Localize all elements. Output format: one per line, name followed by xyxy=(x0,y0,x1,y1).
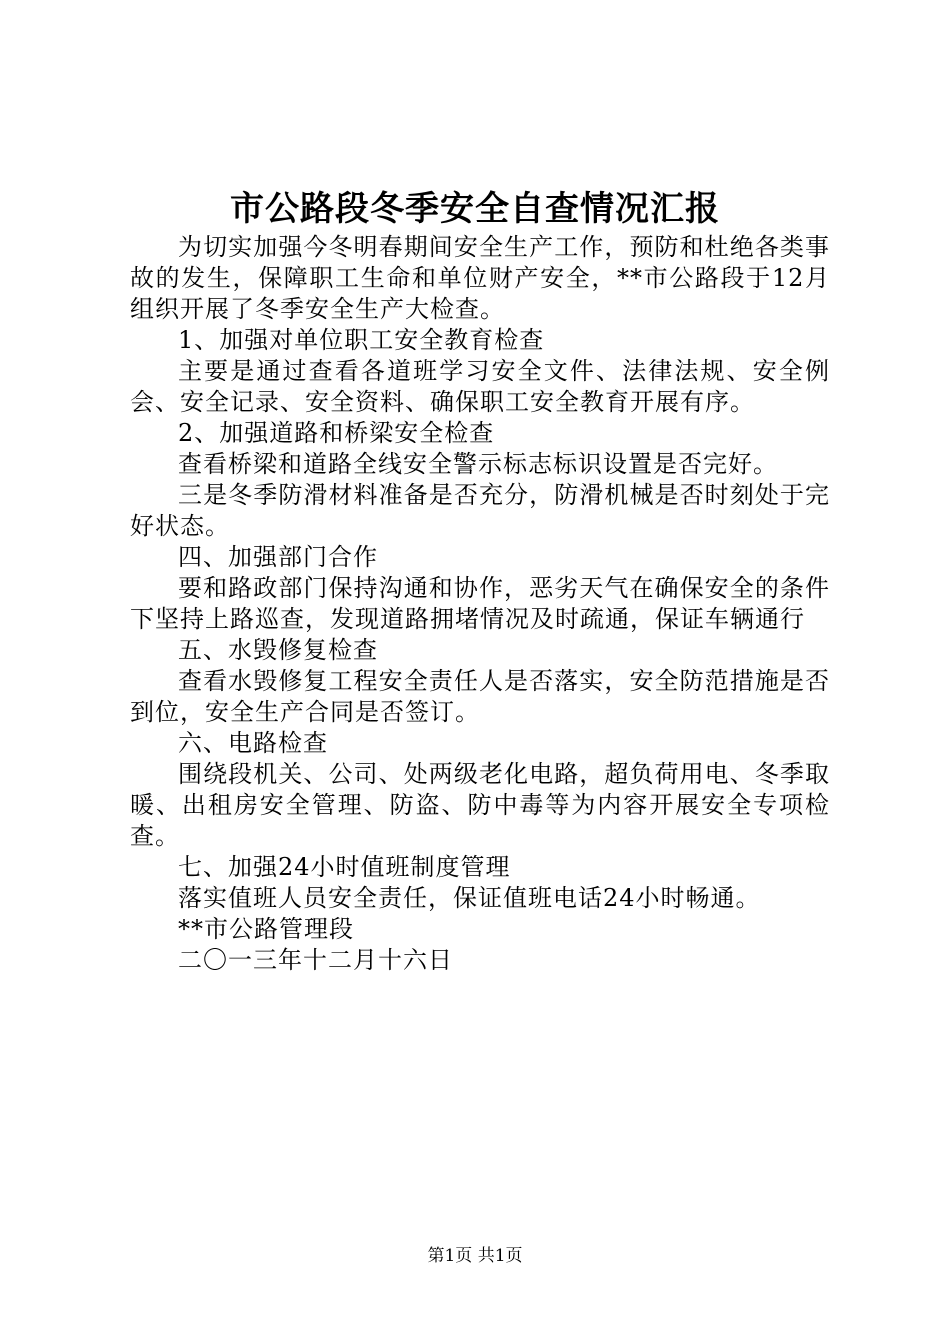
intro-paragraph: 为切实加强今冬明春期间安全生产工作，预防和杜绝各类事故的发生，保障职工生命和单位财产安全，**市公路段于12月组织开展了冬季安全生产大检查。 xyxy=(130,233,830,323)
section-heading-5: 五、水毁修复检查 xyxy=(178,636,378,664)
section-body-2b: 三是冬季防滑材料准备是否充分，防滑机械是否时刻处于完好状态。 xyxy=(130,481,830,540)
section-heading-2: 2、加强道路和桥梁安全检查 xyxy=(178,419,495,447)
page-footer: 第1页 共1页 xyxy=(427,1246,523,1266)
section-heading-7: 七、加强24小时值班制度管理 xyxy=(178,853,511,881)
section-body-2a: 查看桥梁和道路全线安全警示标志标识设置是否完好。 xyxy=(178,450,778,478)
section-body-6: 围绕段机关、公司、处两级老化电路，超负荷用电、冬季取暖、出租房安全管理、防盗、防中毒等为内容开展安全专项检查。 xyxy=(130,760,830,850)
section-body-4: 要和路政部门保持沟通和协作，恶劣天气在确保安全的条件下坚持上路巡查，发现道路拥堵情况及时疏通，保证车辆通行 xyxy=(130,574,830,633)
document-body xyxy=(130,232,830,976)
section-heading-6: 六、电路检查 xyxy=(178,729,328,757)
section-heading-4: 四、加强部门合作 xyxy=(178,543,378,571)
signature-date: 二〇一三年十二月十六日 xyxy=(178,946,453,974)
signature-organization: **市公路管理段 xyxy=(178,915,354,943)
document-title: 市公路段冬季安全自查情况汇报 xyxy=(230,189,720,229)
section-heading-1: 1、加强对单位职工安全教育检查 xyxy=(178,326,545,354)
section-body-5: 查看水毁修复工程安全责任人是否落实，安全防范措施是否到位，安全生产合同是否签订。 xyxy=(130,667,830,726)
section-body-7: 落实值班人员安全责任，保证值班电话24小时畅通。 xyxy=(178,884,761,912)
section-body-1: 主要是通过查看各道班学习安全文件、法律法规、安全例会、安全记录、安全资料、确保职工安全教育开展有序。 xyxy=(130,357,830,416)
